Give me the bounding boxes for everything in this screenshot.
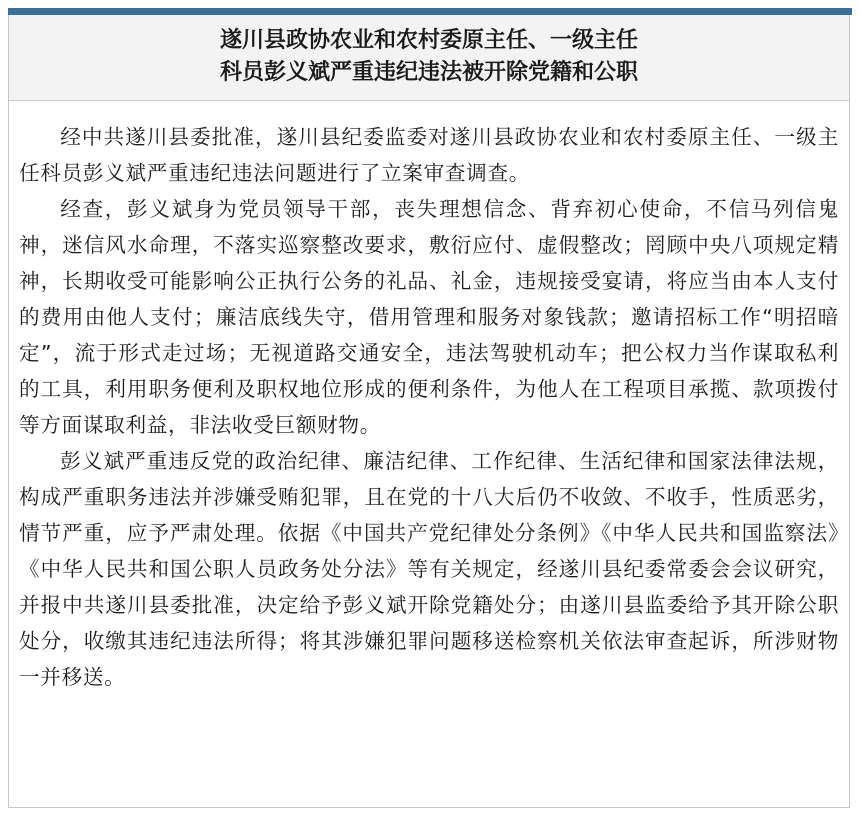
- paragraph-3: 彭义斌严重违反党的政治纪律、廉洁纪律、工作纪律、生活纪律和国家法律法规，构成严重职务违法并涉嫌受贿犯罪，且在党的十八大后仍不收敛、不收手，性质恶劣，情节严重，应予严肃处理。依据《中国共产党纪律处分条例》《中华人民共和国监察法》《中华人民共和国公职人员政务处分法》等有关规定，经遂川县纪委常委会会议研究，并报中共遂川县委批准，决定给予彭义斌开除党籍处分；由遂川县监委给予其开除公职处分，收缴其违纪违法所得；将其涉嫌犯罪问题移送检察机关依法审查起诉，所涉财物一并移送。: [19, 449, 839, 689]
- paragraph-2: 经查，彭义斌身为党员领导干部，丧失理想信念、背弃初心使命，不信马列信鬼神，迷信风水命理，不落实巡察整改要求，敷衍应付、虚假整改；罔顾中央八项规定精神，长期收受可能影响公正执行公务的礼品、礼金，违规接受宴请，将应当由本人支付的费用由他人支付；廉洁底线失守，借用管理和服务对象钱款；邀请招标工作“明招暗定”，流于形式走过场；无视道路交通安全，违法驾驶机动车；把公权力当作谋取私利的工具，利用职务便利及职权地位形成的便利条件，为他人在工程项目承揽、款项拨付等方面谋取利益，非法收受巨额财物。: [19, 197, 839, 437]
- accent-bar: [8, 8, 852, 15]
- article-header: [9, 15, 849, 101]
- paragraph-1: 经中共遂川县委批准，遂川县纪委监委对遂川县政协农业和农村委原主任、一级主任科员彭义斌严重违纪违法问题进行了立案审查调查。: [19, 125, 839, 185]
- title-line-2: 科员彭义斌严重违纪违法被开除党籍和公职: [219, 60, 638, 85]
- title-line-1: 遂川县政协农业和农村委原主任、一级主任: [219, 28, 638, 53]
- article-body: [9, 101, 849, 695]
- article-card: [8, 15, 850, 808]
